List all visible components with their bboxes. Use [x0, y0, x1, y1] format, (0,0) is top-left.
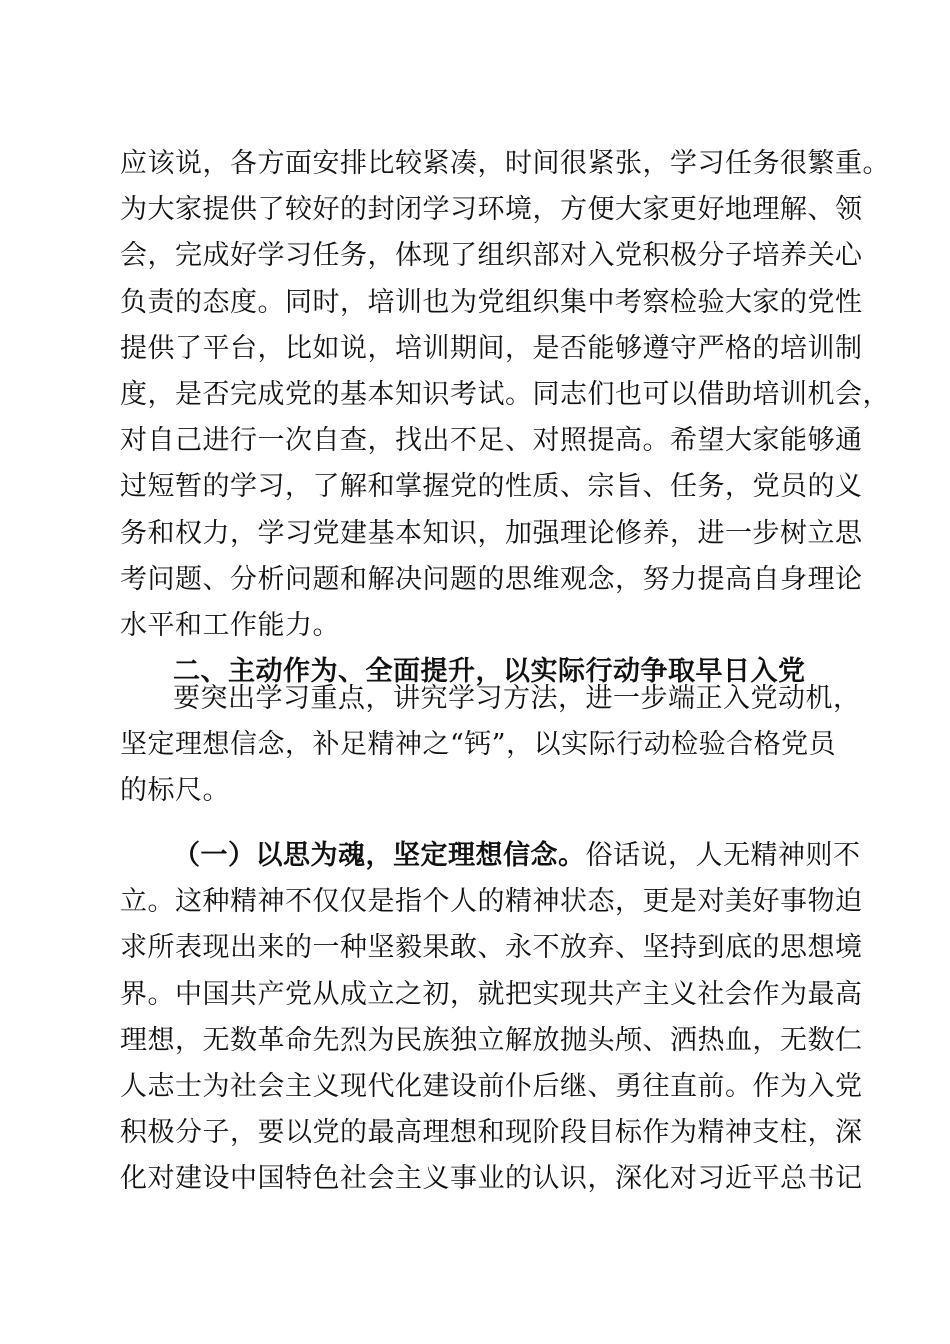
paragraph-3-line: 立。这种精神不仅仅是指个人的精神状态，更是对美好事物迫: [120, 886, 863, 917]
paragraph-1-line: 应该说，各方面安排比较紧凑，时间很紧张，学习任务很繁重。: [120, 148, 890, 179]
paragraph-1-line: 务和权力，学习党建基本知识，加强理论修养，进一步树立思: [120, 518, 863, 549]
paragraph-1-line: 度，是否完成党的基本知识考试。同志们也可以借助培训机会，: [120, 379, 890, 410]
paragraph-3-line: 求所表现出来的一种坚毅果敢、永不放弃、坚持到底的思想境: [120, 932, 863, 963]
paragraph-3-first-line: [173, 830, 861, 882]
paragraph-2-line: 坚定理想信念，补足精神之“钙”，以实际行动检验合格党员: [120, 729, 837, 760]
subsection-lead: （一）以思为魂，坚定理想信念。: [173, 840, 586, 871]
paragraph-1-line: 提供了平台，比如说，培训期间，是否能够遵守严格的培训制: [120, 333, 863, 364]
paragraph-1-line: 对自己进行一次自查，找出不足、对照提高。希望大家能够通: [120, 425, 863, 456]
paragraph-1-line: 负责的态度。同时，培训也为党组织集中考察检验大家的党性: [120, 287, 863, 318]
paragraph-1-line: 会，完成好学习任务，体现了组织部对入党积极分子培养关心: [120, 240, 863, 271]
paragraph-3-first-rest: 俗话说，人无精神则不: [585, 840, 861, 871]
paragraph-1-line: 为大家提供了较好的封闭学习环境，方便大家更好地理解、领: [120, 194, 863, 225]
paragraph-3-line: 人志士为社会主义现代化建设前仆后继、勇往直前。作为入党: [120, 1071, 863, 1102]
paragraph-2-line: 的标尺。: [120, 775, 230, 806]
paragraph-3-line: 界。中国共产党从成立之初，就把实现共产主义社会作为最高: [120, 979, 863, 1010]
paragraph-2-line: 要突出学习重点，讲究学习方法，进一步端正入党动机，: [173, 683, 861, 714]
paragraph-1-line: 水平和工作能力。: [120, 610, 340, 641]
section-heading: 二、主动作为、全面提升，以实际行动争取早日入党: [173, 656, 806, 687]
paragraph-3-line: 积极分子，要以党的最高理想和现阶段目标作为精神支柱，深: [120, 1117, 863, 1148]
paragraph-3-line: 化对建设中国特色社会主义事业的认识，深化对习近平总书记: [120, 1163, 863, 1194]
paragraph-1-line: 过短暂的学习，了解和掌握党的性质、宗旨、任务，党员的义: [120, 471, 863, 502]
paragraph-3-line: 理想，无数革命先烈为民族独立解放抛头颅、洒热血，无数仁: [120, 1025, 863, 1056]
paragraph-1-line: 考问题、分析问题和解决问题的思维观念，努力提高自身理论: [120, 564, 863, 595]
